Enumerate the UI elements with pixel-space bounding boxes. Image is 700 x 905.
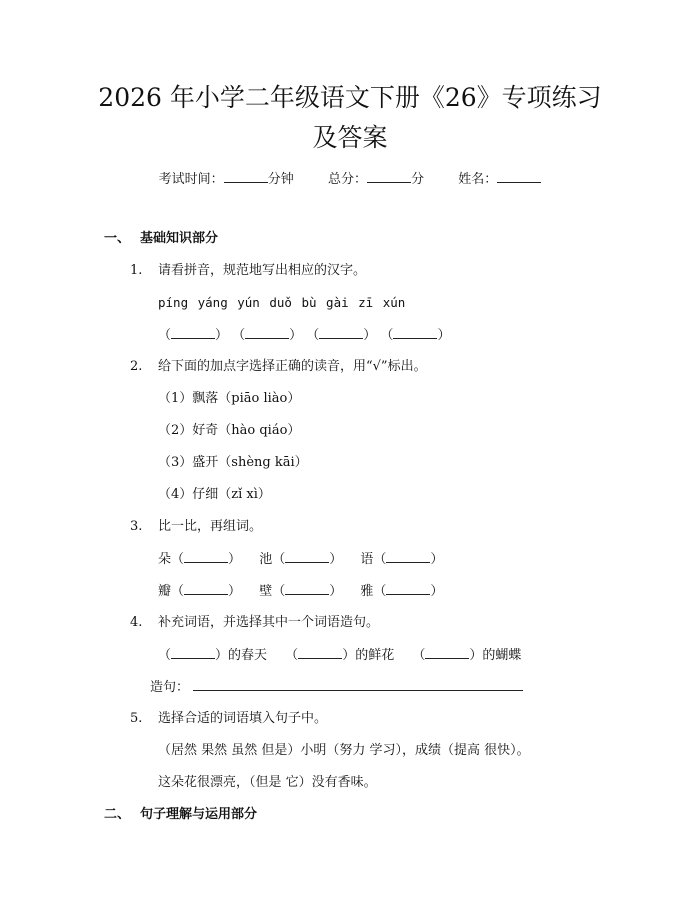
- section-1-heading: [104, 230, 218, 248]
- q3-char: 壁: [259, 584, 273, 599]
- question-1-number: 1.: [130, 263, 143, 278]
- q3-row-2: 瓣（ ） 壁（ ） 雅（ ）: [158, 584, 444, 599]
- q1-blank-2[interactable]: [245, 326, 289, 339]
- q3-blank[interactable]: [386, 582, 430, 595]
- q3-blank[interactable]: [184, 550, 228, 563]
- q3-char: 朵: [158, 552, 172, 567]
- question-3-text: 比一比，再组词。: [158, 519, 263, 534]
- q3-char: 瓣: [158, 584, 172, 599]
- q3-blank[interactable]: [285, 550, 329, 563]
- sentence-label: 造句：: [150, 680, 190, 695]
- q1-blank-3[interactable]: [319, 326, 363, 339]
- q3-blank[interactable]: [285, 582, 329, 595]
- question-3-number: 3.: [130, 519, 143, 534]
- time-unit: 分钟: [267, 172, 294, 187]
- q4-blank[interactable]: [298, 646, 342, 659]
- q5-line-1: （居然 果然 虽然 但是）小明（努力 学习），成绩（提高 很快）。: [158, 743, 530, 758]
- q1-pinyin: píng yáng yún duǒ bù gài zī xún: [158, 295, 406, 310]
- q3-row-1: 朵（ ） 池（ ） 语（ ）: [158, 552, 444, 567]
- q5-line-2: 这朵花很漂亮，（但是 它）没有香味。: [158, 775, 377, 790]
- sentence-answer-line[interactable]: [193, 678, 523, 691]
- q2-item: （1）飘落（piāo liào）: [158, 391, 301, 406]
- q3-char: 池: [259, 552, 273, 567]
- q4-blank[interactable]: [425, 646, 469, 659]
- section-1-title: 基础知识部分: [140, 231, 219, 246]
- score-label: 总分：: [327, 172, 367, 187]
- score-unit: 分: [411, 172, 425, 187]
- score-blank[interactable]: [367, 170, 411, 183]
- title-line-1: 2026 年小学二年级语文下册《26》专项练习: [98, 83, 602, 112]
- q3-char: 语: [360, 552, 374, 567]
- section-2-heading: [104, 806, 257, 824]
- name-blank[interactable]: [497, 170, 541, 183]
- name-label: 姓名：: [458, 172, 498, 187]
- exam-meta: [0, 170, 700, 189]
- page-title: [60, 78, 640, 158]
- q1-blank-1[interactable]: [171, 326, 215, 339]
- q4-phrase: 的蝴蝶: [482, 648, 522, 663]
- q1-blank-4[interactable]: [393, 326, 437, 339]
- q3-blank[interactable]: [184, 582, 228, 595]
- title-line-2: 及答案: [312, 123, 388, 152]
- question-5-text: 选择合适的词语填入句子中。: [158, 711, 328, 726]
- q2-item: （2）好奇（hào qiáo）: [158, 423, 301, 438]
- section-2-title: 句子理解与运用部分: [140, 807, 258, 822]
- q4-phrase: 的春天: [228, 648, 268, 663]
- q4-blank[interactable]: [171, 646, 215, 659]
- q2-item: （4）仔细（zǐ xì）: [158, 487, 271, 502]
- q3-char: 雅: [360, 584, 374, 599]
- section-1-number: 一、: [104, 231, 131, 246]
- q4-phrase-row: （ ）的春天 （ ）的鲜花 （ ）的蝴蝶: [158, 648, 522, 663]
- q2-item: （3）盛开（shèng kāi）: [158, 455, 308, 470]
- question-5-number: 5.: [130, 711, 143, 726]
- section-2-number: 二、: [104, 807, 131, 822]
- q4-phrase: 的鲜花: [355, 648, 395, 663]
- time-blank[interactable]: [224, 170, 268, 183]
- time-label: 考试时间：: [158, 172, 224, 187]
- q4-sentence-row: [150, 678, 523, 697]
- question-4-number: 4.: [130, 615, 143, 630]
- question-2-number: 2.: [130, 359, 143, 374]
- q1-answer-row: （ ） （ ） （ ） （ ）: [158, 328, 451, 343]
- question-2-text: 给下面的加点字选择正确的读音，用“√”标出。: [158, 359, 427, 374]
- question-1-text: 请看拼音，规范地写出相应的汉字。: [158, 263, 367, 278]
- question-4-text: 补充词语，并选择其中一个词语造句。: [158, 615, 380, 630]
- q3-blank[interactable]: [386, 550, 430, 563]
